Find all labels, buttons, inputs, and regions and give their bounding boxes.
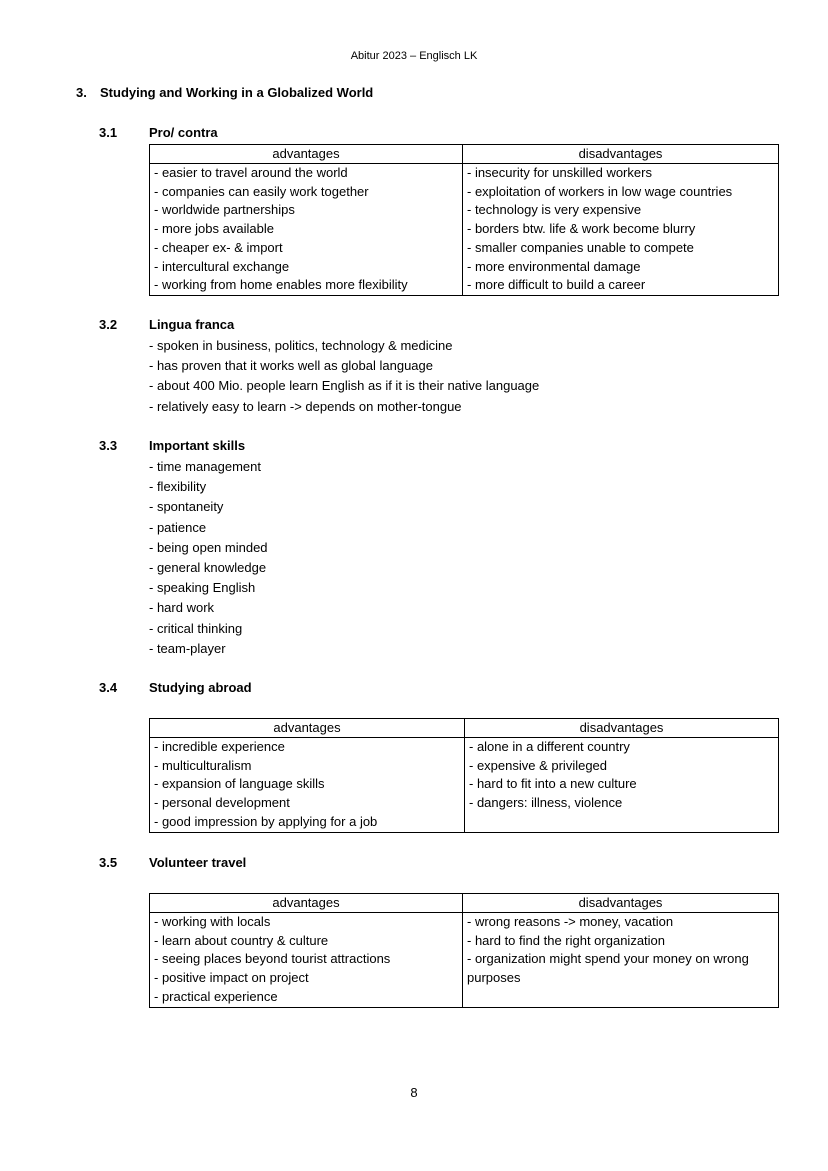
list-item: - has proven that it works well as global language	[149, 358, 433, 374]
advantage-item: - positive impact on project	[154, 970, 309, 986]
section-title: Studying and Working in a Globalized World	[100, 85, 374, 100]
disadvantages-cell	[465, 738, 779, 833]
subsection-number-3-3: 3.3	[99, 438, 118, 453]
disadvantage-item: - alone in a different country	[469, 739, 630, 754]
advantage-item: - personal development	[154, 795, 290, 811]
disadvantage-item: - insecurity for unskilled workers	[467, 165, 652, 180]
disadvantages-cell	[463, 164, 779, 296]
subsection-number-3-4: 3.4	[99, 680, 118, 695]
pro-contra-table	[149, 144, 779, 296]
subsection-title-3-2: Lingua franca	[149, 317, 235, 332]
advantages-header: advantages	[150, 894, 463, 913]
advantages-header: advantages	[150, 719, 465, 738]
skills-list	[149, 457, 268, 659]
disadvantages-cell	[463, 913, 779, 1008]
disadvantages-header: disadvantages	[463, 145, 779, 164]
advantages-cell	[150, 913, 463, 1008]
section-heading	[76, 85, 373, 100]
disadvantage-item: - organization might spend your money on wrong purposes	[467, 951, 749, 986]
subsection-title-3-4: Studying abroad	[149, 680, 252, 695]
disadvantage-item: - hard to find the right organization	[467, 932, 666, 948]
list-item: - speaking English	[149, 580, 256, 596]
list-item: - critical thinking	[149, 620, 243, 636]
list-item: - hard work	[149, 600, 215, 616]
advantage-item: - learn about country & culture	[154, 932, 329, 948]
advantage-item: - companies can easily work together	[154, 183, 369, 199]
volunteer-travel-table	[149, 893, 779, 1008]
advantage-item: - working from home enables more flexibility	[154, 277, 408, 293]
disadvantage-item: - dangers: illness, violence	[469, 795, 623, 811]
subsection-title-3-3: Important skills	[149, 438, 246, 453]
disadvantage-item: - exploitation of workers in low wage countries	[467, 183, 733, 199]
list-item: - spontaneity	[149, 499, 224, 515]
list-item: - patience	[149, 519, 207, 535]
advantage-item: - easier to travel around the world	[154, 165, 348, 180]
disadvantages-header: disadvantages	[465, 719, 779, 738]
list-item: - time management	[149, 459, 261, 474]
disadvantage-item: - hard to fit into a new culture	[469, 776, 637, 792]
advantages-header: advantages	[150, 145, 463, 164]
subsection-number-3-1: 3.1	[99, 125, 118, 140]
disadvantage-item: - technology is very expensive	[467, 202, 642, 218]
list-item: - about 400 Mio. people learn English as if it is their native language	[149, 378, 540, 394]
disadvantages-header: disadvantages	[463, 894, 779, 913]
advantage-item: - good impression by applying for a job	[154, 813, 378, 829]
subsection-number-3-2: 3.2	[99, 317, 118, 332]
section-number: 3.	[76, 85, 87, 100]
advantage-item: - more jobs available	[154, 221, 274, 237]
disadvantage-item: - more environmental damage	[467, 258, 641, 274]
subsection-title-3-5: Volunteer travel	[149, 855, 247, 870]
lingua-franca-list	[149, 336, 539, 417]
disadvantage-item: - borders btw. life & work become blurry	[467, 221, 696, 237]
subsection-title-3-1: Pro/ contra	[149, 125, 218, 140]
advantage-item: - worldwide partnerships	[154, 202, 295, 218]
list-item: - being open minded	[149, 539, 268, 555]
disadvantage-item: - expensive & privileged	[469, 757, 608, 773]
advantage-item: - practical experience	[154, 988, 278, 1004]
advantages-cell	[150, 164, 463, 296]
list-item: - relatively easy to learn -> depends on mother-tongue	[149, 398, 462, 414]
advantage-item: - working with locals	[154, 914, 271, 929]
advantage-item: - cheaper ex- & import	[154, 239, 283, 255]
list-item: - spoken in business, politics, technology & medicine	[149, 338, 453, 353]
advantage-item: - seeing places beyond tourist attractions	[154, 951, 391, 967]
advantage-item: - incredible experience	[154, 739, 285, 754]
advantage-item: - multiculturalism	[154, 757, 252, 773]
disadvantage-item: - more difficult to build a career	[467, 277, 646, 293]
disadvantage-item: - wrong reasons -> money, vacation	[467, 914, 674, 929]
list-item: - general knowledge	[149, 560, 267, 576]
advantage-item: - expansion of language skills	[154, 776, 325, 792]
list-item: - flexibility	[149, 479, 207, 495]
advantages-cell	[150, 738, 465, 833]
disadvantage-item: - smaller companies unable to compete	[467, 239, 694, 255]
page-header: Abitur 2023 – Englisch LK	[350, 50, 478, 62]
list-item: - team-player	[149, 640, 226, 656]
page-number: 8	[410, 1085, 418, 1100]
subsection-number-3-5: 3.5	[99, 855, 118, 870]
studying-abroad-table	[149, 718, 779, 833]
advantage-item: - intercultural exchange	[154, 258, 290, 274]
